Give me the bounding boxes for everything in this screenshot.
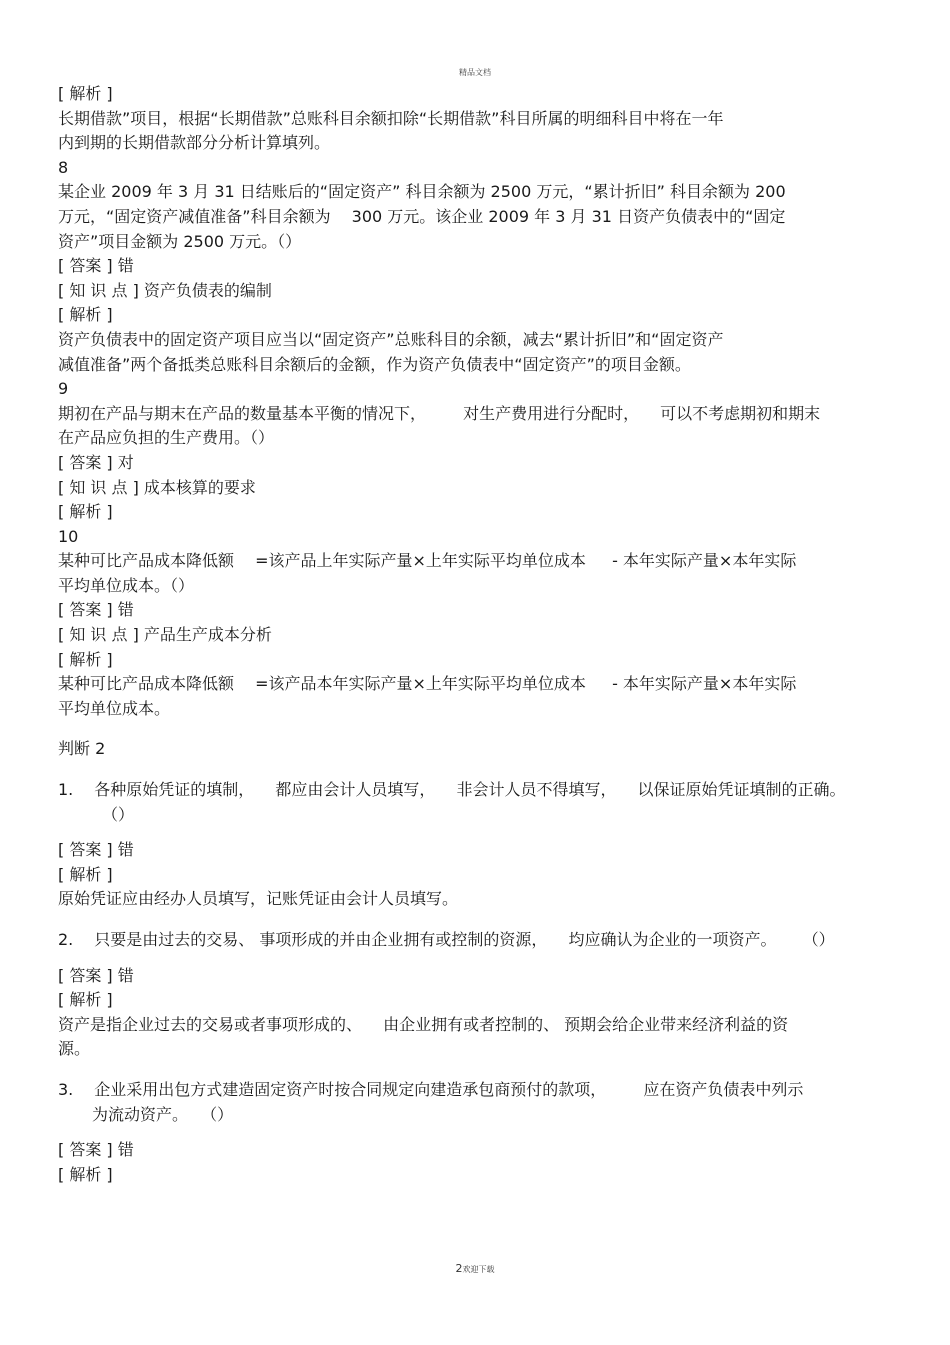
spacer	[58, 1062, 900, 1078]
q10-analysis-line: 平均单位成本。	[58, 698, 171, 718]
q8-text-line: 资产”项目金额为 2500 万元。（）	[58, 231, 302, 251]
footer-text: 欢迎下载	[462, 1265, 495, 1274]
j2-answer: [ 答案 ] 错	[58, 965, 134, 985]
q10-text-line: 平均单位成本。（）	[58, 575, 195, 595]
document-body	[58, 82, 900, 1187]
j1-analysis-line: 原始凭证应由经办人员填写，记账凭证由会计人员填写。	[58, 889, 459, 909]
q8-text-line: 万元，“固定资产减值准备”科目余额为 300 万元。该企业 2009 年 3 月 31 日资产负债表中的“固定	[58, 206, 786, 226]
j3-answer: [ 答案 ] 错	[58, 1140, 134, 1160]
page-number: 2	[455, 1262, 463, 1275]
spacer	[58, 762, 900, 778]
q7-analysis-line: 长期借款”项目，根据“长期借款”总账科目余额扣除“长期借款”科目所属的明细科目中将在一年	[58, 108, 724, 128]
q9-number: 9	[58, 379, 69, 399]
q10-answer: [ 答案 ] 错	[58, 600, 134, 620]
q9-text-line: 期初在产品与期末在产品的数量基本平衡的情况下， 对生产费用进行分配时， 可以不考虑期初和期末	[58, 403, 821, 423]
q8-text-line: 某企业 2009 年 3 月 31 日结账后的“固定资产” 科目余额为 2500 万元，“累计折旧” 科目余额为 200	[58, 182, 786, 202]
j3-text-line: 为流动资产。 （）	[92, 1104, 234, 1124]
j1-text-line: 各种原始凭证的填制， 都应由会计人员填写， 非会计人员不得填写， 以保证原始凭证填制的正确。	[94, 780, 846, 800]
j2-analysis-line: 资产是指企业过去的交易或者事项形成的、 由企业拥有或者控制的、 预期会给企业带来经济利益的资	[58, 1014, 789, 1034]
j2-text-line: 只要是由过去的交易、 事项形成的并由企业拥有或控制的资源， 均应确认为企业的一项资产。 （）	[94, 930, 835, 949]
j3-number: 3.	[58, 1079, 74, 1099]
q9-text-line: 在产品应负担的生产费用。（）	[58, 428, 275, 448]
page-header: 精品文档	[459, 68, 491, 77]
q7-analysis-line: 内到期的长期借款部分分析计算填列。	[58, 133, 331, 153]
j1-question	[58, 778, 900, 803]
q8-answer: [ 答案 ] 错	[58, 256, 134, 276]
q10-number: 10	[58, 526, 79, 546]
q9-knowledge-point: [ 知 识 点 ] 成本核算的要求	[58, 477, 256, 497]
j3-analysis-label: [ 解析 ]	[58, 1164, 113, 1184]
spacer	[58, 953, 900, 964]
q8-analysis-line: 资产负债表中的固定资产项目应当以“固定资产”总账科目的余额，减去“累计折旧”和“固定资产	[58, 329, 724, 349]
j3-text-line: 企业采用出包方式建造固定资产时按合同规定向建造承包商预付的款项， 应在资产负债表中列示	[94, 1079, 804, 1099]
spacer	[58, 827, 900, 838]
spacer	[58, 1127, 900, 1138]
j1-analysis-label: [ 解析 ]	[58, 864, 113, 884]
section-title: 判断 2	[58, 739, 106, 759]
q10-text-line: 某种可比产品成本降低额 =该产品上年实际产量×上年实际平均单位成本 - 本年实际产量×本年实际	[58, 551, 797, 571]
q8-analysis-label: [ 解析 ]	[58, 305, 113, 325]
q10-analysis-label: [ 解析 ]	[58, 649, 113, 669]
j2-question	[58, 928, 900, 953]
q9-analysis-label: [ 解析 ]	[58, 502, 113, 522]
q9-answer: [ 答案 ] 对	[58, 452, 134, 472]
j1-answer: [ 答案 ] 错	[58, 840, 134, 860]
q8-analysis-line: 减值准备”两个备抵类总账科目余额后的金额，作为资产负债表中“固定资产”的项目金额。	[58, 354, 691, 374]
q10-knowledge-point: [ 知 识 点 ] 产品生产成本分析	[58, 625, 272, 645]
q8-number: 8	[58, 157, 69, 177]
j2-analysis-label: [ 解析 ]	[58, 990, 113, 1010]
q8-knowledge-point: [ 知 识 点 ] 资产负债表的编制	[58, 280, 272, 300]
spacer	[58, 721, 900, 737]
j3-question	[58, 1078, 900, 1103]
spacer	[58, 912, 900, 928]
j1-text-line: （）	[102, 804, 135, 824]
page-footer	[0, 1262, 950, 1275]
q7-analysis-label: [ 解析 ]	[58, 84, 113, 103]
j1-number: 1.	[58, 780, 74, 800]
j2-analysis-line: 源。	[58, 1039, 91, 1059]
j2-number: 2.	[58, 930, 74, 949]
q10-analysis-line: 某种可比产品成本降低额 =该产品本年实际产量×上年实际平均单位成本 - 本年实际产量×本年实际	[58, 674, 797, 694]
